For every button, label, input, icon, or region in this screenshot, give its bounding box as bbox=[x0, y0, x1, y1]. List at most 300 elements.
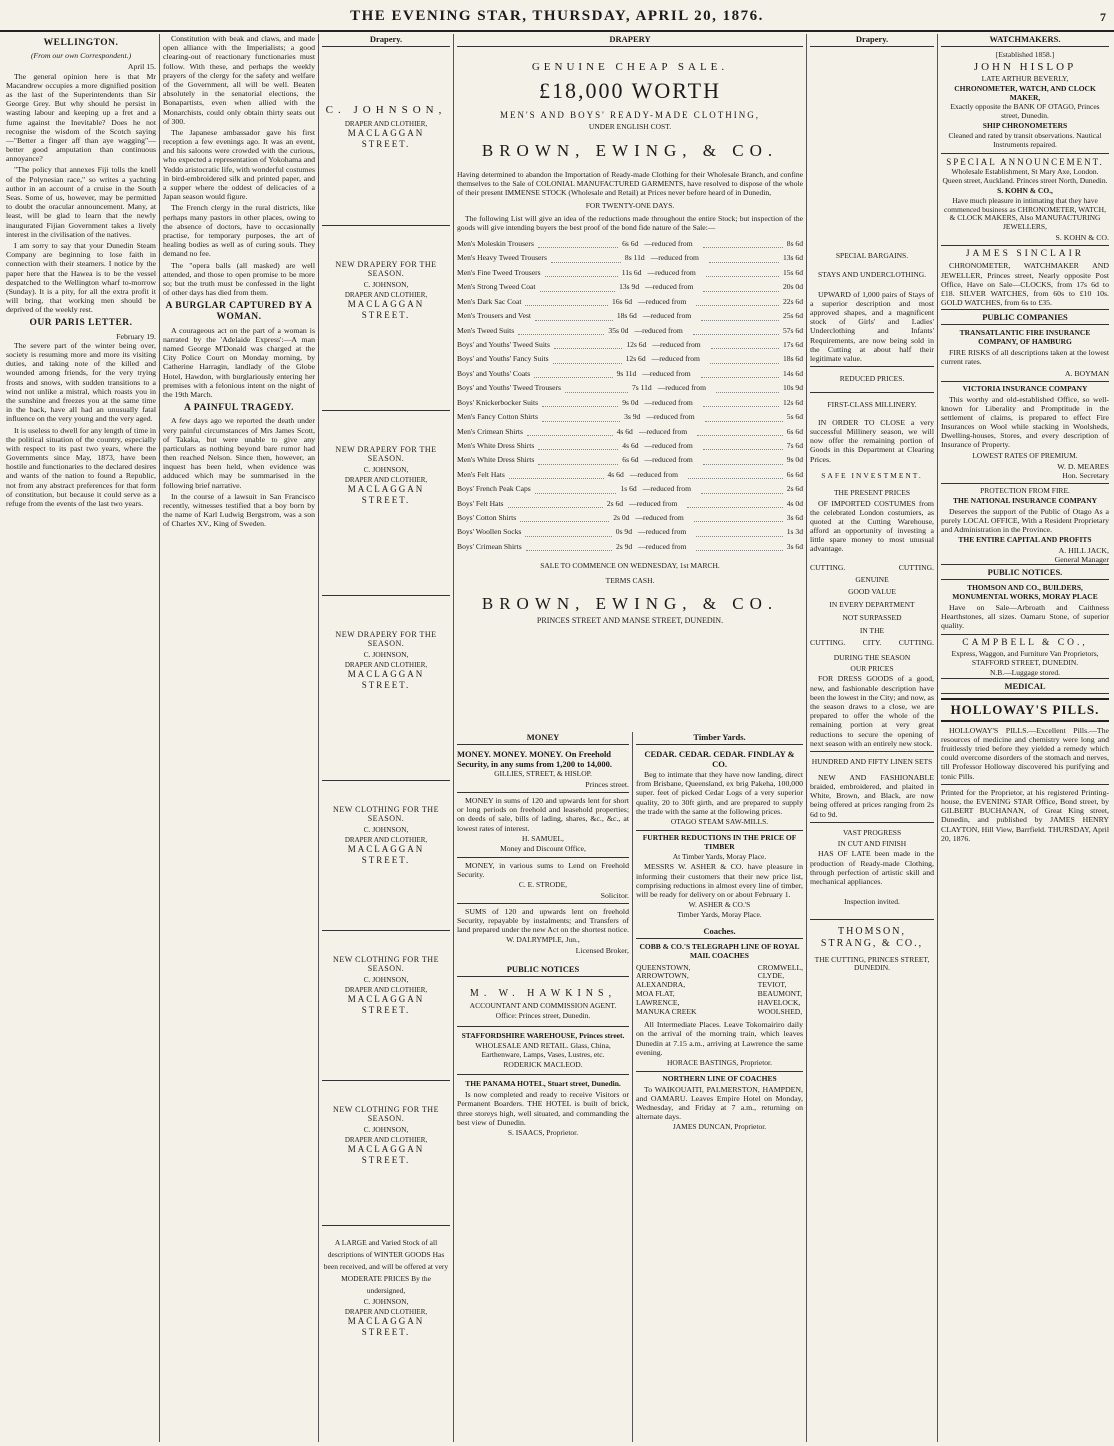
campbell-note: N.B.—Luggage stored. bbox=[990, 667, 1060, 677]
victoria-heading: VICTORIA INSURANCE COMPANY bbox=[962, 383, 1088, 393]
advert-address: Office: Princes street, Dunedin. bbox=[495, 1011, 591, 1021]
price-item: Men's Dark Sac Coat bbox=[457, 296, 522, 306]
paris-paragraph: Constitution with beak and claws, and made open alliance with the Imperialists; a good clearing-out of reactionary functionaries must follow. With these, and perhaps the weekly prayers of the clergy for the safety and welfare of the Government, all will be well. Beaten absolutely in the senatorial elections, the Bonapartists, even when allied with the Monarchists, could only obtain thirty seats out of 300. bbox=[163, 34, 315, 126]
column-thomson-strang bbox=[810, 34, 934, 1442]
paris-paragraph: It is useless to dwell for any length of time in the political situation of the country, especially with respect to its past two years, where the Governments since May, 1873, have been hostile and functionaries to the declared desires and wants of the nation to found a Republic, not from any abstract preferences for that form of constitution, but because it could serve as a refuge from the events of the last two years. bbox=[6, 425, 156, 509]
price-item: Men's Heavy Tweed Trousers bbox=[457, 253, 547, 263]
advert-street: MACLAGGAN STREET. bbox=[347, 1316, 425, 1337]
further-heading: FURTHER REDUCTIONS IN THE PRICE OF TIMBER bbox=[642, 832, 797, 851]
sale-days: FOR TWENTY-ONE DAYS. bbox=[585, 201, 675, 211]
johnson-advert bbox=[322, 51, 450, 225]
price-to: 3s 6d bbox=[786, 513, 803, 523]
further-text: MESSRS W. ASHER & CO. have pleasure in informing their customers that their new price list, comprising reductions in almost every line of timber, will be ready for delivery on or about February 1. bbox=[636, 862, 803, 899]
advert-heading: NEW DRAPERY FOR THE SEASON. bbox=[335, 260, 437, 279]
column-drapery-johnson bbox=[322, 34, 450, 1442]
price-to: 18s 6d bbox=[782, 354, 803, 364]
reduced-label: —reduced from bbox=[629, 469, 679, 479]
advert-role: DRAPER AND CLOTHIER, bbox=[344, 290, 428, 299]
northern-proprietor: JAMES DUNCAN, Proprietor. bbox=[672, 1122, 767, 1132]
sets-text: NEW AND FASHIONABLE braided, embroidered, and plaited in White, Brown, and Black, are now being offered at prices ranging from 2s 6d to 9d. bbox=[810, 772, 934, 819]
reduced-label: —reduced from bbox=[644, 440, 693, 450]
price-from: 11s 6d bbox=[621, 267, 642, 277]
brown-ewing-sale bbox=[457, 34, 803, 726]
price-from: 12s 6d bbox=[625, 354, 646, 364]
sale-cost: UNDER ENGLISH COST. bbox=[588, 121, 672, 131]
price-item: Men's Felt Hats bbox=[457, 469, 505, 479]
price-item: Men's Tweed Suits bbox=[457, 325, 515, 335]
firm-name: BROWN, EWING, & CO. bbox=[481, 141, 779, 161]
cobb-text: All Intermediate Places. Leave Tokomairiro daily on the arrival of the morning train, which leaves Dunedin at 7.15 a.m., arriving at Lawrence the same evening. bbox=[636, 1020, 803, 1057]
present-prices: THE PRESENT PRICES bbox=[833, 487, 911, 497]
advert-street: MACLAGGAN STREET. bbox=[347, 128, 425, 149]
hislop-sub: LATE ARTHUR BEVERLY, bbox=[981, 73, 1069, 83]
advert-name: C. JOHNSON, bbox=[325, 104, 447, 117]
northern-heading: NORTHERN LINE OF COACHES bbox=[662, 1073, 777, 1083]
coach-town: MOA FLAT, bbox=[636, 989, 675, 999]
column-rule bbox=[159, 34, 160, 1442]
asher-address: Timber Yards, Moray Place. bbox=[677, 909, 762, 919]
further-subheading: At Timber Yards, Moray Place. bbox=[672, 851, 767, 861]
stays-text: UPWARD of 1,000 pairs of Stays of a superior description and most approved shapes, and a magnificent stock of Girls' and Ladies' Underclothing and Infants' Requirements, are now being sold in the Cutting at about half their legitimate value. bbox=[810, 289, 934, 364]
advert-name: C. JOHNSON, bbox=[363, 824, 409, 834]
price-item: Boys' and Youths' Fancy Suits bbox=[457, 354, 549, 364]
thomson-text: Have on Sale—Arbroath and Caithness Hearthstones, all sizes. Oamaru Stone, of superior quality. bbox=[941, 603, 1109, 631]
price-from: 2s 6d bbox=[606, 498, 624, 508]
burglar-heading: A BURGLAR CAPTURED BY A WOMAN. bbox=[165, 301, 313, 323]
sale-amount: £18,000 WORTH bbox=[539, 77, 721, 103]
wellington-paragraph: The general opinion here is that Mr Macandrew occupies a more dignified position as the last of the Superintendents than Sir George Grey. But why should he persist in wasting labour and keeping up a fret and a fume against the Inevitable? Does he not recognise the wisdom of the Scotch saying—"Better a finger aff than aye wagging"—better good amputation than continuous annoyance? bbox=[6, 71, 156, 164]
coach-towns bbox=[636, 964, 803, 1018]
advert-owner: S. ISAACS, Proprietor. bbox=[507, 1127, 579, 1137]
money-role: Money and Discount Office, bbox=[500, 843, 586, 853]
price-to: 15s 6d bbox=[782, 267, 803, 277]
cut-finish: IN CUT AND FINISH bbox=[837, 838, 907, 848]
reduced-label: —reduced from bbox=[634, 325, 683, 335]
section-heading: Drapery. bbox=[322, 34, 450, 47]
money-advertiser: W. DALRYMPLE, Jun., bbox=[506, 935, 580, 945]
price-from: 12s 6d bbox=[626, 340, 647, 349]
price-to: 13s 6d bbox=[782, 253, 803, 263]
paris-paragraph: The "opera balls (all masked) are well attended, and those to open promise to be more so; but the truth must be confessed in the light of other days has died from them. bbox=[163, 260, 315, 298]
advert-name: C. JOHNSON, bbox=[363, 649, 409, 659]
section-heading: PUBLIC NOTICES bbox=[457, 964, 629, 977]
advert-name: C. JOHNSON, bbox=[363, 1124, 409, 1134]
sale-intro: Having determined to abandon the Importation of Ready-made Clothing for their Wholesale Branch, and confine themselves to the Sale of COLONIAL MANUFACTURED GARMENTS, have resolved to dispose of the whole of their present IMMENSE STOCK (Wholesale and Retail) at Prices never before heard of in Dunedin, bbox=[457, 170, 803, 198]
section-heading: PUBLIC NOTICES. bbox=[941, 564, 1109, 580]
column-rule bbox=[318, 34, 319, 1442]
advert-name: C. JOHNSON, bbox=[363, 1297, 409, 1307]
money-advert: MONEY. MONEY. MONEY. On Freehold Security, in any sums from 1,200 to 14,000. bbox=[457, 749, 612, 770]
column-articles bbox=[163, 34, 315, 1442]
in-the: IN THE bbox=[859, 625, 885, 635]
section-heading: MONEY bbox=[457, 732, 629, 745]
coach-town: CROMWELL, bbox=[757, 962, 803, 972]
advert-name: C. JOHNSON, bbox=[363, 279, 409, 289]
advert-street: MACLAGGAN STREET. bbox=[347, 668, 425, 690]
price-from: 3s 9d bbox=[624, 412, 641, 422]
towns-right bbox=[758, 964, 803, 1018]
advert-owner: RODERICK MACLEOD. bbox=[503, 1059, 583, 1069]
price-from: 2s 0d bbox=[613, 513, 630, 523]
sale-commence: SALE TO COMMENCE ON WEDNESDAY, 1st MARCH. bbox=[540, 561, 720, 571]
price-to: 8s 6d bbox=[786, 239, 803, 249]
advert-street: MACLAGGAN STREET. bbox=[347, 993, 425, 1015]
firm-address: PRINCES STREET AND MANSE STREET, DUNEDIN. bbox=[536, 616, 724, 626]
price-from: 8s 11d bbox=[624, 253, 645, 263]
reduced-label: —reduced from bbox=[629, 498, 678, 508]
our-prices: OUR PRICES bbox=[850, 663, 894, 673]
reduced-label: —reduced from bbox=[644, 239, 693, 249]
price-to: 12s 6d bbox=[782, 397, 803, 407]
price-item: Men's Trousers and Vest bbox=[457, 311, 532, 321]
price-list bbox=[457, 237, 803, 554]
money-role: Solicitor. bbox=[600, 890, 629, 900]
coach-town: WOOLSHED, bbox=[757, 1007, 803, 1017]
hawkins-advert bbox=[457, 981, 629, 1026]
advert-text: Is now completed and ready to receive Visitors or Permanent Boarders. THE HOTEL is built of brick, three storeys high, well situated, and commanding the best view of Dunedin. bbox=[457, 1090, 629, 1127]
price-from: 1s 6d bbox=[620, 484, 637, 494]
cedar-text: Beg to intimate that they have now landing, direct from Brisbane, Queensland, ex brig Pakeha, 100,000 super. feet of picked Cedar Logs of a very superior quality, 20 to 30ft girth, and are prepared to supply the trade with the same at the following prices. bbox=[636, 770, 803, 816]
transatlantic-heading: TRANSATLANTIC FIRE INSURANCE COMPANY, OF HAMBURG bbox=[959, 328, 1091, 347]
coach-town: HAVELOCK, bbox=[757, 998, 801, 1008]
price-from: 16s 6d bbox=[612, 296, 633, 306]
price-to: 14s 6d bbox=[782, 368, 803, 378]
price-item: Boys' and Youths' Coats bbox=[457, 368, 531, 378]
hislop-name: JOHN HISLOP bbox=[973, 60, 1077, 73]
advert-role: ACCOUNTANT AND COMMISSION AGENT. bbox=[469, 1001, 617, 1011]
cedar-heading: CEDAR. CEDAR. CEDAR. FINDLAY & CO. bbox=[644, 749, 795, 770]
reduced-label: —reduced from bbox=[638, 426, 688, 436]
column-money-notices bbox=[457, 732, 629, 1442]
genuine: GENUINE bbox=[855, 574, 889, 584]
meares-name: W. D. MEARES bbox=[1057, 461, 1109, 471]
reduced-label: —reduced from bbox=[647, 267, 696, 277]
cut-text: HAS OF LATE been made in the production of Ready-made Clothing, through perfection of artistic skill and mechanical appliances. bbox=[810, 849, 934, 886]
price-to: 6s 6d bbox=[786, 469, 803, 479]
reduced-label: —reduced from bbox=[642, 368, 691, 378]
johnson-advert bbox=[322, 780, 450, 930]
advert-name: THE PANAMA HOTEL, Stuart street, Dunedin. bbox=[465, 1079, 621, 1089]
established: [Established 1858.] bbox=[995, 50, 1055, 60]
northern-text: To WAIKOUAITI, PALMERSTON, HAMPDEN, and OAMARU. Leaves Empire Hotel on Monday, Wednesday, and Friday at 7 a.m., returning on alternate days. bbox=[636, 1084, 803, 1122]
price-from: 18s 6d bbox=[616, 311, 637, 321]
winter-text: A LARGE and Varied Stock of all descriptions of WINTER GOODS Has been received, and will be offered at very MODERATE PRICES By the undersigned, bbox=[323, 1238, 449, 1296]
price-item: Boys' French Peak Caps bbox=[457, 484, 531, 494]
price-item: Boys' Felt Hats bbox=[457, 498, 504, 508]
wellington-paragraph: "The policy that annexes Fiji tolls the knell of the Polynesian race," so writes a yachting author in an account of a cruise in the South Seas. Some of us, however, may be permitted to doubt the oracular announcement. Many, at least, will be glad to learn that the newly inaugurated Fijian Government takes a lively interest in the civilisation of the natives. bbox=[6, 165, 156, 239]
johnson-advert bbox=[322, 930, 450, 1080]
johnson-advert bbox=[322, 595, 450, 780]
advert-name: C. JOHNSON, bbox=[363, 464, 409, 474]
johnson-advert bbox=[322, 410, 450, 595]
reduced-label: —reduced from bbox=[638, 541, 687, 551]
boyman-name: A. BOYMAN bbox=[1064, 368, 1109, 378]
money-advert: SUMS of 120 and upwards lent on freehold Security, repayable by instalments; and Transfers of land prepared under the new Act on the shortest notice. bbox=[457, 906, 629, 935]
price-item: Men's Fancy Cotton Shirts bbox=[457, 412, 538, 422]
price-to: 25s 6d bbox=[782, 311, 803, 321]
advert-role: DRAPER AND CLOTHIER, bbox=[344, 660, 428, 669]
thomson-strang-name: THOMSON, STRANG, & CO., bbox=[820, 926, 924, 949]
section-heading: Coaches. bbox=[636, 926, 803, 939]
advert-name: C. JOHNSON, bbox=[363, 974, 409, 984]
masthead bbox=[0, 0, 1114, 32]
coach-town: BEAUMONT, bbox=[757, 989, 803, 999]
sinclair-text: CHRONOMETER, WATCHMAKER AND JEWELLER, Princes street, Nearly opposite Post Office, Have on Sale—CLOCKS, from 17s 6d to £18. SILVER WATCHES, from 60s to £10 10s. GOLD WATCHES, from 6s to £35. bbox=[941, 261, 1109, 308]
wellington-heading: WELLINGTON. bbox=[43, 38, 119, 48]
price-from: 0s 9d bbox=[615, 527, 633, 537]
burglar-paragraph: A courageous act on the part of a woman is narrated by the 'Adelaide Express':—A man named George M'Donald was charged at the City Police Court on Monday morning, by Catherine Harragin, landlady of the Globe Hotel, Hawdon, with burglariously entering her premises with a felonious intent on the night of the 19th March. bbox=[163, 325, 315, 399]
price-from: 13s 9d bbox=[619, 282, 640, 292]
section-heading: Timber Yards. bbox=[636, 732, 803, 745]
paris-heading: OUR PARIS LETTER. bbox=[29, 318, 133, 329]
section-heading: DRAPERY bbox=[457, 34, 803, 47]
reduced-label: —reduced from bbox=[642, 311, 692, 321]
millinery-heading: FIRST-CLASS MILLINERY. bbox=[827, 400, 917, 410]
column-timber-coaches bbox=[636, 732, 803, 1442]
sinclair-name: JAMES SINCLAIR bbox=[965, 249, 1085, 260]
asher-name: W. ASHER & CO.'S bbox=[688, 900, 751, 910]
every-department: IN EVERY DEPARTMENT bbox=[829, 600, 915, 610]
staffordshire-advert bbox=[457, 1026, 629, 1074]
not-surpassed: NOT SURPASSED bbox=[842, 613, 902, 623]
hislop-role: CHRONOMETER, WATCH, AND CLOCK MAKER, bbox=[954, 83, 1096, 102]
firm-name: BROWN, EWING, & CO. bbox=[481, 594, 779, 614]
national-text: Deserves the support of the Public of Otago As a purely LOCAL OFFICE, With a Resident Proprietary and Administration in the Province. bbox=[941, 506, 1109, 534]
price-to: 17s 6d bbox=[782, 340, 803, 349]
price-to: 9s 0d bbox=[786, 455, 803, 465]
price-to: 5s 6d bbox=[786, 412, 803, 422]
jack-name: A. HILL JACK, bbox=[1058, 545, 1109, 555]
lowest-rates: LOWEST RATES OF PREMIUM. bbox=[972, 450, 1078, 460]
price-item: Men's Moleskin Trousers bbox=[457, 239, 534, 249]
winter-goods-advert bbox=[322, 1225, 450, 1341]
advert-role: DRAPER AND CLOTHIER, bbox=[344, 475, 428, 484]
wellington-subheading: (From our own Correspondent.) bbox=[30, 51, 132, 61]
money-advertiser: GILLIES, STREET, & HISLOP. bbox=[494, 769, 592, 779]
advert-heading: NEW CLOTHING FOR THE SEASON. bbox=[333, 955, 439, 974]
advert-role: DRAPER AND CLOTHIER, bbox=[344, 119, 428, 128]
column-wellington-paris bbox=[6, 34, 156, 1442]
advert-street: MACLAGGAN STREET. bbox=[347, 1143, 425, 1165]
paris-paragraph: The French clergy in the rural districts, like perhaps many pastors in other places, owing to the absence of doctors, have to occasionally practise, for temporary purposes, the art of healing bodies as well as of curing souls. They demand no fee. bbox=[163, 203, 315, 259]
price-from: 35s 0d bbox=[608, 325, 629, 335]
imprint: Printed for the Proprietor, at his registered Printing-house, the EVENING STAR Office, Bond street, by GILBERT BUCHANAN, of Great King street, Dunedin, and published by JAMES HENRY CLAYTON, Hill View, Barrfield. THURSDAY, April 20, 1876. bbox=[941, 787, 1109, 843]
price-from: 6s 6d bbox=[622, 455, 639, 465]
good-value: GOOD VALUE bbox=[848, 587, 896, 597]
dress-text: FOR DRESS GOODS of a good, new, and fashionable description have been the lowest in the City; and now, as the season draws to a close, we are prepared to offer the whole of the remaining portion at very great reductions to secure the opening of next season with an entirely new stock. bbox=[810, 674, 934, 748]
reduced-prices: REDUCED PRICES. bbox=[839, 374, 905, 384]
tragedy-heading: A PAINFUL TRAGEDY. bbox=[184, 403, 294, 414]
money-address: Princes street. bbox=[585, 779, 629, 789]
victoria-text: This worthy and old-established Office, so well-known for Liberality and Promptitude in the settlement of claims, is prepared to effect Fire Insurances on Wool while stacking in Woolsheds, Dwelling-houses, Stores, and every description of Insurance of Property. bbox=[941, 394, 1109, 450]
section-heading: PUBLIC COMPANIES bbox=[941, 309, 1109, 325]
paris-paragraph: The Japanese ambassador gave his first reception a few evenings ago. It was an event, and his saloons were crowded with the curious, who expected a representation of Yokohama and Yeddo aristocratic life, with wonderful costumes in bird-embroidered silk and printed paper, and a supper where the oddest of delicacies of a Japan season would figure. bbox=[163, 127, 315, 202]
special-bargains: SPECIAL BARGAINS. bbox=[835, 251, 909, 261]
cutting-row: CUTTING. CUTTING. bbox=[810, 562, 934, 572]
reduced-label: —reduced from bbox=[657, 383, 706, 393]
advert-role: DRAPER AND CLOTHIER, bbox=[344, 835, 428, 844]
price-to: 20s 0d bbox=[782, 282, 803, 292]
kohn-name: S. KOHN & CO., bbox=[997, 185, 1053, 195]
coach-town: MANUKA CREEK bbox=[636, 1007, 697, 1017]
price-item: Men's Strong Tweed Coat bbox=[457, 282, 536, 292]
holloway-text: HOLLOWAY'S PILLS.—Excellent Pills.—The resources of medicine and chemistry were long and fruitlessly tried before they yielded a remedy which could overcome disorders of the stomach and nerves, till Professor Holloway discovered his purifying and tonic Pills. bbox=[941, 725, 1109, 781]
section-heading: WATCHMAKERS. bbox=[941, 34, 1109, 47]
price-to: 1s 3d bbox=[786, 527, 803, 537]
reduced-label: —reduced from bbox=[638, 527, 687, 537]
advert-role: DRAPER AND CLOTHIER, bbox=[344, 1307, 428, 1316]
sale-title: GENUINE CHEAP SALE. bbox=[531, 61, 729, 74]
ship-text: Cleaned and rated by transit observations. Nautical Instruments repaired. bbox=[948, 130, 1102, 149]
protection-fire: PROTECTION FROM FIRE. bbox=[980, 485, 1070, 495]
advert-name: STAFFORDSHIRE WAREHOUSE, Princes street. bbox=[461, 1031, 625, 1041]
price-to: 2s 6d bbox=[786, 484, 803, 494]
advert-heading: NEW CLOTHING FOR THE SEASON. bbox=[333, 1105, 439, 1124]
price-item: Men's White Dress Shirts bbox=[457, 440, 535, 450]
reduced-label: —reduced from bbox=[645, 282, 694, 292]
price-to: 22s 6d bbox=[782, 296, 803, 306]
price-from: 4s 6d bbox=[616, 426, 633, 436]
national-heading: THE NATIONAL INSURANCE COMPANY bbox=[952, 495, 1098, 505]
advert-heading: NEW DRAPERY FOR THE SEASON. bbox=[335, 630, 437, 649]
paris-date: February 19. bbox=[116, 331, 156, 341]
price-from: 9s 0d bbox=[622, 397, 639, 407]
coach-town: ALEXANDRA, bbox=[636, 980, 686, 990]
price-from: 9s 11d bbox=[616, 368, 637, 378]
reduced-label: —reduced from bbox=[651, 354, 700, 364]
advert-role: DRAPER AND CLOTHIER, bbox=[344, 1135, 428, 1144]
kohn-text: Wholesale Establishment, St Mary Axe, London. Queen street, Auckland. Princes street North, Dunedin. bbox=[942, 167, 1108, 186]
during-season: DURING THE SEASON bbox=[833, 652, 911, 662]
price-item: Boys' Knickerbocker Suits bbox=[457, 397, 539, 407]
page-number: 7 bbox=[1100, 10, 1106, 24]
price-from: 6s 6d bbox=[622, 239, 639, 249]
kohn-signature: S. KOHN & CO. bbox=[1055, 233, 1109, 243]
advert-heading: NEW DRAPERY FOR THE SEASON. bbox=[335, 445, 437, 464]
advert-street: MACLAGGAN STREET. bbox=[347, 298, 425, 320]
meares-role: Hon. Secretary bbox=[1062, 470, 1109, 480]
price-from: 4s 6d bbox=[622, 440, 639, 450]
price-item: Boys' Crimean Shirts bbox=[457, 541, 522, 551]
price-from: 2s 9d bbox=[615, 541, 633, 551]
advert-name: M. W. HAWKINS, bbox=[469, 987, 617, 999]
safe-investment: SAFE INVESTMENT. bbox=[821, 470, 923, 480]
sale-list-intro: The following List will give an idea of the reductions made throughout the entire Stock; but inspection of the goods will give intending buyers the best proof of the bond fide nature of the Sale:— bbox=[457, 214, 803, 233]
column-rule bbox=[632, 732, 633, 1442]
sale-subtitle: MEN'S AND BOYS' READY-MADE CLOTHING, bbox=[500, 109, 760, 120]
vast-progress: VAST PROGRESS bbox=[842, 827, 902, 837]
johnson-advert bbox=[322, 225, 450, 410]
reduced-label: —reduced from bbox=[638, 296, 687, 306]
tragedy-paragraph: A few days ago we reported the death under very painful circumstances of Mrs James Scott, of Takaka, but were unable to give any particulars as nothing beyond bare rumor had then reached Nelson. Since then, however, an inquest has been held, when evidence was adduced which may be summarised in the following brief narrative. bbox=[163, 416, 315, 490]
price-to: 7s 6d bbox=[786, 440, 803, 450]
transatlantic-text: FIRE RISKS of all descriptions taken at the lowest current rates. bbox=[941, 348, 1109, 367]
price-to: 10s 9d bbox=[782, 383, 803, 393]
advert-text: WHOLESALE AND RETAIL. Glass, China, Earthenware, Lamps, Vases, Lustres, etc. bbox=[475, 1040, 611, 1059]
money-advertiser: C. E. STRODE, bbox=[518, 879, 568, 889]
price-item: Boys' Woollen Socks bbox=[457, 527, 522, 537]
coach-town: CLYDE, bbox=[757, 971, 785, 981]
price-item: Men's Fine Tweed Trousers bbox=[457, 267, 541, 277]
column-watchmakers-notices bbox=[941, 34, 1109, 1442]
price-row bbox=[457, 540, 803, 554]
wellington-paragraph: I am sorry to say that your Dunedin Steam Company are beginning to lose faith in connection with their steamers. I notice by the paper here that the Hawea is to be the vessel despatched to the Wellington wharf to-morrow (Sunday). It is a pity, for all the extra profit it will bring, that working men should be deprived of the weekly rest. bbox=[6, 240, 156, 315]
column-rule bbox=[453, 34, 454, 1442]
price-item: Men's Crimean Shirts bbox=[457, 426, 523, 436]
inspection-invited: Inspection invited. bbox=[844, 897, 900, 907]
sale-terms: TERMS CASH. bbox=[605, 576, 655, 586]
towns-left bbox=[636, 964, 697, 1018]
price-to: 6s 6d bbox=[786, 426, 803, 436]
ship-chronometers: SHIP CHRONOMETERS bbox=[982, 121, 1068, 131]
reduced-label: —reduced from bbox=[644, 397, 693, 407]
price-from: 4s 6d bbox=[607, 469, 624, 479]
cutting-row: CUTTING. CITY. CUTTING. bbox=[810, 637, 934, 647]
reduced-label: —reduced from bbox=[642, 484, 692, 494]
advert-street: MACLAGGAN STREET. bbox=[347, 843, 425, 865]
money-advert: MONEY in sums of 120 and upwards lent for short or long periods on freehold and leasehold properties; on deeds of sale, bills of lading, shares, &c., &c., at lowest rates of interest. bbox=[457, 796, 629, 833]
price-from: 7s 11d bbox=[631, 383, 652, 393]
paris-paragraph: The severe part of the winter being over, society is resuming more and more its visiting duties, and taking note of the killed and wounded among friends, for the very trying frosts and snows, with sudden transitions to a wind not unlike a mistral, which roasts you in the sunshine and freezes you at the same time in the back, have all had an unusually fatal influence on the very young and the very aged. bbox=[6, 340, 156, 424]
reduced-label: —reduced from bbox=[646, 412, 695, 422]
column-rule bbox=[937, 34, 938, 1442]
price-item: Boys' Cotton Shirts bbox=[457, 513, 517, 523]
panama-hotel-advert bbox=[457, 1074, 629, 1142]
cedar-mill: OTAGO STEAM SAW-MILLS. bbox=[670, 816, 769, 826]
section-heading: MEDICAL bbox=[941, 678, 1109, 694]
column-rule bbox=[806, 34, 807, 1442]
campbell-text: Express, Waggon, and Furniture Van Proprietors, STAFFORD STREET, DUNEDIN. bbox=[951, 648, 1099, 667]
money-advertiser: H. SAMUEL, bbox=[522, 833, 564, 843]
reduced-label: —reduced from bbox=[652, 340, 701, 349]
advert-street: MACLAGGAN STREET. bbox=[347, 483, 425, 505]
coach-town: ARROWTOWN, bbox=[636, 971, 689, 981]
present-text: OF IMPORTED COSTUMES from the celebrated London costumiers, as quoted at the Cutting Warehouse, afford an opportunity of investing a little spare money to most unusual advantage. bbox=[810, 498, 934, 554]
advert-role: DRAPER AND CLOTHIER, bbox=[344, 985, 428, 994]
money-role: Licensed Broker, bbox=[575, 946, 629, 956]
cobb-heading: COBB & CO.'S TELEGRAPH LINE OF ROYAL MAIL COACHES bbox=[639, 941, 800, 960]
wellington-date: April 15. bbox=[127, 62, 156, 72]
linen-sets: HUNDRED AND FIFTY LINEN SETS bbox=[811, 756, 933, 766]
special-announcement: SPECIAL ANNOUNCEMENT. bbox=[946, 156, 1104, 167]
holloway-heading: HOLLOWAY'S PILLS. bbox=[941, 698, 1109, 721]
price-to: 4s 0d bbox=[786, 498, 803, 508]
hislop-address: Exactly opposite the BANK OF OTAGO, Princes street, Dunedin. bbox=[950, 102, 1100, 121]
thomson-strang-address: THE CUTTING, PRINCES STREET, DUNEDIN. bbox=[814, 954, 930, 973]
price-item: Men's White Dress Shirts bbox=[457, 455, 535, 465]
johnson-advert bbox=[322, 1080, 450, 1225]
millinery-text: IN ORDER TO CLOSE a very successful Millinery season, we will now offer the remaining portion of Goods in this Department at Clearing Prices. bbox=[810, 417, 934, 464]
money-advert: MONEY, in various sums to Lend on Freehold Security. bbox=[457, 860, 629, 879]
kohn-role: Have much pleasure in intimating that they have commenced business as CHRONOMETER, WATCH, & CLOCK MAKERS, Also MANUFACTURING JEWELLERS, bbox=[944, 195, 1106, 232]
coach-town: QUEENSTOWN, bbox=[636, 962, 691, 972]
price-to: 57s 6d bbox=[782, 325, 803, 335]
reduced-label: —reduced from bbox=[635, 513, 684, 523]
cobb-proprietor: HORACE BASTINGS, Proprietor. bbox=[666, 1057, 772, 1067]
price-item: Boys' and Youths' Tweed Trousers bbox=[457, 383, 561, 393]
price-to: 3s 6d bbox=[786, 541, 803, 551]
reduced-label: —reduced from bbox=[650, 253, 699, 263]
stays-heading: STAYS AND UNDERCLOTHING. bbox=[817, 269, 927, 279]
section-heading: Drapery. bbox=[810, 34, 934, 47]
jack-role: General Manager bbox=[1054, 555, 1109, 565]
thomson-builders: THOMSON AND CO., BUILDERS, MONUMENTAL WORKS, MORAY PLACE bbox=[952, 583, 1098, 602]
coach-town: TEVIOT, bbox=[757, 980, 787, 990]
tragedy-paragraph: In the course of a lawsuit in San Francisco recently, witnesses testified that a boy born by the name of Karl Ludwig Bergstrom, was a son of Charles XV., King of Sweden. bbox=[163, 491, 315, 529]
price-item: Boys' and Youths' Tweed Suits bbox=[457, 340, 550, 349]
masthead-title: THE EVENING STAR, THURSDAY, APRIL 20, 1876. bbox=[350, 8, 764, 24]
reduced-label: —reduced from bbox=[644, 455, 693, 465]
